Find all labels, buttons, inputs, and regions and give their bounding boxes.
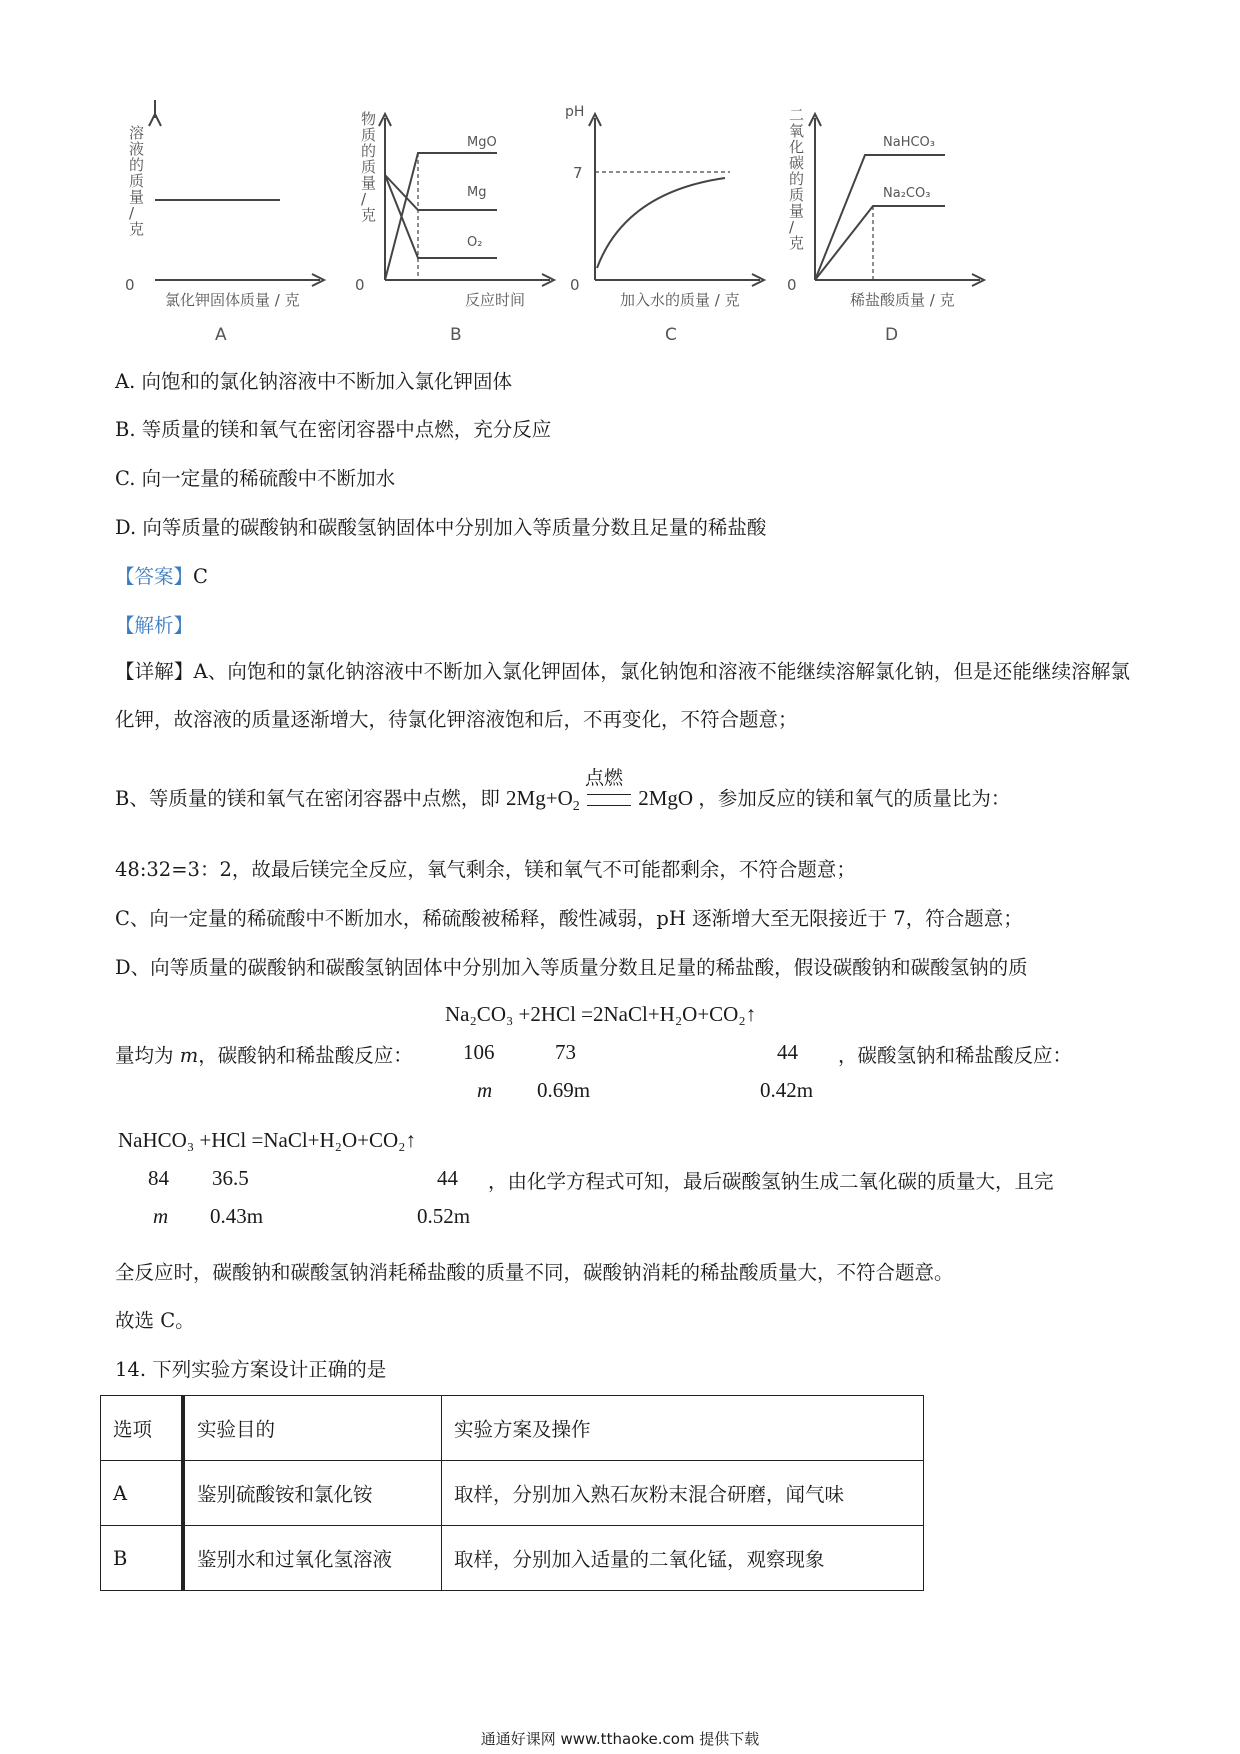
y-axis-arrow [149, 114, 161, 126]
y-axis-label: 二氧化碳的质量/克 [789, 106, 805, 252]
svg-text:加入水的质量 / 克: 加入水的质量 / 克 [620, 291, 740, 309]
table-header: 实验方案及操作 [442, 1396, 924, 1461]
equation-1-r1-c1: 106 [463, 1040, 495, 1064]
table-cell: 鉴别水和过氧化氢溶液 [183, 1526, 442, 1591]
equation-1-formula: Na₂CO₃ +2HCl =2NaCl+H₂O+CO₂↑ [445, 1002, 757, 1026]
series-nahco3 [815, 155, 945, 280]
table-row [101, 1526, 924, 1591]
detail-tag: 【详解】 [115, 660, 194, 683]
equation-sub: 2 [572, 799, 580, 815]
svg-text:反应时间: 反应时间 [465, 291, 526, 309]
equation-left: 2Mg+O [506, 786, 573, 810]
equation-right: 2MgO [638, 786, 694, 810]
detail-d-2-post: ，碳酸氢钠和稀盐酸反应： [838, 1044, 1073, 1067]
svg-text:pH: pH [565, 104, 585, 120]
detail-b-post: ，参加反应的镁和氧气的质量比为： [698, 787, 1011, 810]
equation-2-formula: NaHCO₃ +HCl =NaCl+H₂O+CO₂↑ [118, 1128, 416, 1152]
detail-d-2-mid: ，碳酸钠和稀盐酸反应： [198, 1044, 413, 1067]
chart-c [565, 100, 770, 350]
equation-2-r2-c3: 0.52m [417, 1204, 471, 1228]
equation-1-r2-c1: m [477, 1078, 493, 1102]
question-14-title: 14. 下列实验方案设计正确的是 [115, 1358, 387, 1381]
detail-b-2: 48:32=3：2，故最后镁完全反应，氧气剩余，镁和氧气不可能都剩余，不符合题意； [115, 858, 856, 881]
table-header: 选项 [101, 1396, 184, 1461]
svg-text:MgO: MgO [467, 135, 497, 150]
svg-text:O₂: O₂ [467, 235, 483, 250]
experiment-table [100, 1395, 924, 1591]
detail-d-1: D、向等质量的碳酸钠和碳酸氢钠固体中分别加入等质量分数且足量的稀盐酸，假设碳酸钠和碳酸氢钠的质 [115, 956, 1028, 979]
option-d: D. 向等质量的碳酸钠和碳酸氢钠固体中分别加入等质量分数且足量的稀盐酸 [115, 516, 767, 539]
detail-d-3: ，由化学方程式可知，最后碳酸氢钠生成二氧化碳的质量大，且完 [488, 1170, 1054, 1193]
detail-d-2 [115, 1040, 413, 1068]
svg-text:B: B [450, 325, 462, 345]
svg-text:0: 0 [355, 276, 365, 294]
table-cell: 取样，分别加入熟石灰粉末混合研磨，闻气味 [442, 1461, 924, 1526]
equation-2-r1-c1: 84 [148, 1166, 169, 1190]
detail-c: C、向一定量的稀硫酸中不断加水，稀硫酸被稀释，酸性减弱，pH 逐渐增大至无限接近于 7，符合题意； [115, 907, 1023, 930]
chart-a [115, 100, 330, 350]
option-a: A. 向饱和的氯化钠溶液中不断加入氯化钾固体 [115, 370, 512, 393]
answer-value: C [193, 565, 208, 588]
svg-text:Na₂CO₃: Na₂CO₃ [883, 186, 931, 201]
equation-2-r1-c3: 44 [437, 1166, 458, 1190]
equation-1-r1-c2: 73 [555, 1040, 576, 1064]
detail-d-4: 全反应时，碳酸钠和碳酸氢钠消耗稀盐酸的质量不同，碳酸钠消耗的稀盐酸质量大，不符合题意。 [115, 1261, 954, 1284]
svg-text:C: C [665, 325, 677, 345]
svg-text:7: 7 [573, 164, 583, 182]
detail-d-2-pre: 量均为 [115, 1044, 180, 1067]
condition-label: 点燃 [584, 767, 623, 790]
equation-1-r1-c3: 44 [777, 1040, 798, 1064]
table-header: 实验目的 [183, 1396, 442, 1461]
chart-d [775, 100, 990, 350]
svg-text:D: D [885, 325, 899, 345]
equation-2-r2-c1: m [153, 1204, 169, 1228]
answer-tag: 【答案】 [115, 565, 194, 588]
svg-text:0: 0 [570, 276, 580, 294]
option-c: C. 向一定量的稀硫酸中不断加水 [115, 467, 396, 490]
svg-text:Mg: Mg [467, 185, 487, 200]
analysis-tag: 【解析】 [115, 614, 194, 637]
y-axis-label: 溶液的质量/克 [129, 124, 145, 238]
detail-a [115, 648, 1130, 744]
answer [115, 561, 208, 589]
table-row [101, 1461, 924, 1526]
equation-mg-o2 [506, 767, 698, 815]
table-header-row [101, 1396, 924, 1461]
svg-text:0: 0 [787, 276, 797, 294]
reaction-condition [584, 767, 631, 806]
svg-text:稀盐酸质量 / 克: 稀盐酸质量 / 克 [850, 291, 955, 309]
equation-2-r2-c2: 0.43m [210, 1204, 264, 1228]
chart-b [355, 100, 560, 350]
svg-text:A: A [215, 325, 227, 345]
svg-text:氯化钾固体质量 / 克: 氯化钾固体质量 / 克 [165, 291, 300, 309]
detail-a-text: A、向饱和的氯化钠溶液中不断加入氯化钾固体，氯化钠饱和溶液不能继续溶解氯化钠，但是还能继续溶解氯化钾，故溶液的质量逐渐增大，待氯化钾溶液饱和后，不再变化，不符合题意； [115, 660, 1130, 731]
equation-1-r2-c2: 0.69m [537, 1078, 591, 1102]
series-na2co3 [815, 206, 945, 280]
detail-b-line [115, 767, 1011, 815]
equation-2-r1-c2: 36.5 [212, 1166, 249, 1190]
svg-text:NaHCO₃: NaHCO₃ [883, 135, 935, 150]
table-cell: 取样，分别加入适量的二氧化锰，观察现象 [442, 1526, 924, 1591]
page-footer: 通通好课网 www.tthaoke.com 提供下载 [480, 1730, 760, 1748]
detail-d-2-m: m [179, 1044, 199, 1067]
y-axis-label: 物质的质量/克 [361, 110, 377, 224]
table-cell: A [101, 1461, 184, 1526]
series-curve [597, 178, 725, 268]
equation-1-r2-c3: 0.42m [760, 1078, 814, 1102]
table-cell: B [101, 1526, 184, 1591]
detail-b-pre: B、等质量的镁和氧气在密闭容器中点燃，即 [115, 787, 500, 810]
conclusion: 故选 C。 [115, 1309, 195, 1332]
table-cell: 鉴别硫酸铵和氯化铵 [183, 1461, 442, 1526]
svg-text:0: 0 [125, 276, 135, 294]
option-b: B. 等质量的镁和氧气在密闭容器中点燃，充分反应 [115, 418, 552, 441]
